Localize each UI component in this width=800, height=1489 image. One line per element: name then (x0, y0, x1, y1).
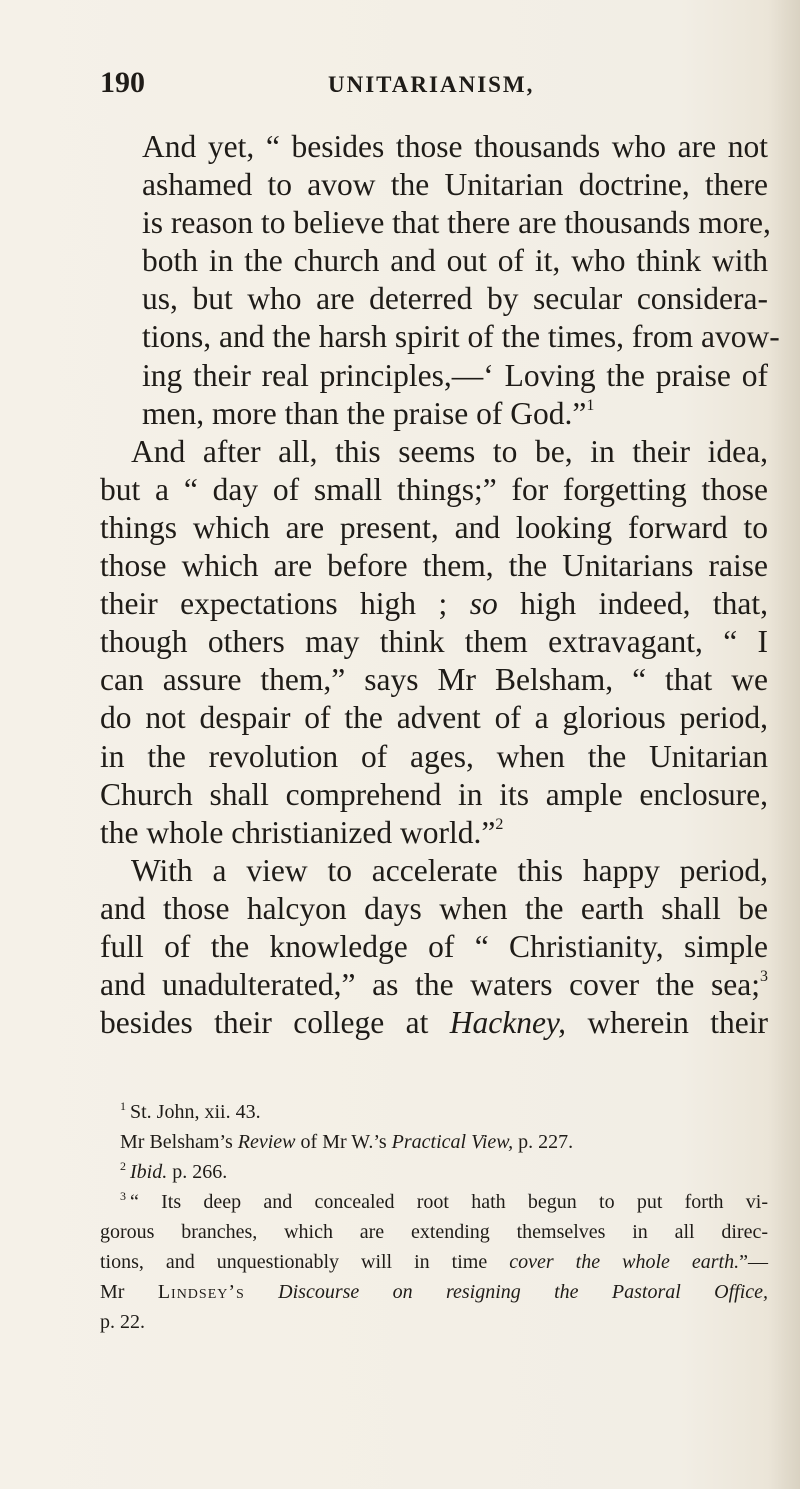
text-line: full of the knowledge of “ Christianity, simple (100, 928, 768, 964)
text-line (100, 395, 768, 433)
text-segment: and unadulterated,” as the waters cover the sea; (100, 967, 760, 1003)
running-head: UNITARIANISM, (328, 72, 535, 97)
emphasis: Hackney, (449, 1005, 567, 1041)
text-line: tions, and the harsh spirit of the times, from avow- (142, 319, 780, 355)
text-line: can assure them,” says Mr Belsham, “ that we (100, 662, 768, 698)
text-line: ashamed to avow the Unitarian doctrine, there (142, 167, 768, 203)
text-line: though others may think them extravagant, “ I (100, 624, 768, 660)
emphasis: Ibid. (130, 1161, 168, 1183)
footnote-text: Mr (100, 1281, 125, 1303)
footnote-text: St. John, xii. 43. (130, 1101, 261, 1123)
text-segment: wherein their (587, 1005, 769, 1041)
footnote-text: p. 266. (172, 1161, 228, 1183)
text-line: And yet, “ besides those thousands who are not (142, 129, 768, 164)
footnote-text: of Mr W.’s (300, 1131, 387, 1153)
footnote-text: Mr Belsham’s (120, 1131, 233, 1153)
text-line: Church shall comprehend in its ample enclosure, (100, 776, 768, 812)
page-number: 190 (100, 66, 145, 99)
footnote-text: tions, and unquestionably will in time (100, 1251, 488, 1273)
footnote-3 (100, 1187, 768, 1217)
text-line (100, 1004, 768, 1042)
footnote-number: 2 (120, 1159, 126, 1173)
footnote-3-line: gorous branches, which are extending themselves in all direc- (100, 1221, 768, 1243)
text-line: those which are before them, the Unitarians raise (100, 548, 768, 584)
text-segment: besides their college at (100, 1005, 429, 1041)
paragraph-1 (100, 128, 780, 433)
text-line: in the revolution of ages, when the Unitarian (100, 738, 768, 774)
author-name: Lindsey’s (157, 1281, 245, 1303)
paragraph-3 (100, 852, 768, 1042)
text-line: and those halcyon days when the earth shall be (100, 890, 768, 926)
text-line (100, 585, 768, 623)
footnote-number: 1 (120, 1099, 126, 1113)
footnote-ref: 1 (586, 396, 595, 414)
footnote-ref: 2 (495, 815, 504, 833)
body-text (100, 128, 780, 1042)
text-line: do not despair of the advent of a glorious period, (100, 700, 768, 736)
text-line: things which are present, and looking forward to (100, 509, 768, 545)
footnote-1-continuation (100, 1127, 768, 1157)
text-line: is reason to believe that there are thousands more, (142, 205, 771, 241)
text-segment: the whole christianized world.” (100, 814, 496, 850)
text-line: And after all, this seems to be, in their idea, (131, 433, 768, 469)
text-segment: high indeed, that, (520, 586, 769, 622)
emphasis: Discourse on resigning the Pastoral Office, (278, 1281, 769, 1303)
paragraph-2 (100, 433, 768, 852)
emphasis: cover the whole earth. (509, 1251, 740, 1273)
footnotes (100, 1097, 768, 1337)
footnote-1 (100, 1097, 768, 1127)
emphasis: Review (237, 1131, 296, 1153)
text-line: us, but who are deterred by secular considera- (142, 281, 768, 317)
footnote-number: 3 (120, 1189, 126, 1203)
footnote-text: “ Its deep and concealed root hath begun to put forth vi- (130, 1191, 768, 1213)
text-line: both in the church and out of it, who think with (142, 243, 768, 279)
emphasis: so (469, 586, 498, 622)
footnote-3-line (100, 1247, 768, 1277)
footnote-text: ”— (739, 1251, 768, 1273)
footnote-3-line: p. 22. (100, 1311, 145, 1333)
text-line (100, 814, 768, 852)
footnote-text: p. 227. (518, 1131, 574, 1153)
page-header (100, 66, 590, 106)
text-line: With a view to accelerate this happy period, (131, 852, 768, 888)
text-line: ing their real principles,—‘ Loving the praise of (142, 357, 768, 393)
text-line (100, 966, 768, 1004)
emphasis: Practical View, (391, 1131, 514, 1153)
footnote-2 (100, 1157, 768, 1187)
footnote-3-line (100, 1277, 768, 1307)
text-segment: men, more than the praise of God.” (142, 395, 587, 431)
footnote-ref: 3 (760, 968, 768, 986)
text-segment: their expectations high ; (100, 586, 448, 622)
text-line: but a “ day of small things;” for forgetting those (100, 471, 768, 507)
